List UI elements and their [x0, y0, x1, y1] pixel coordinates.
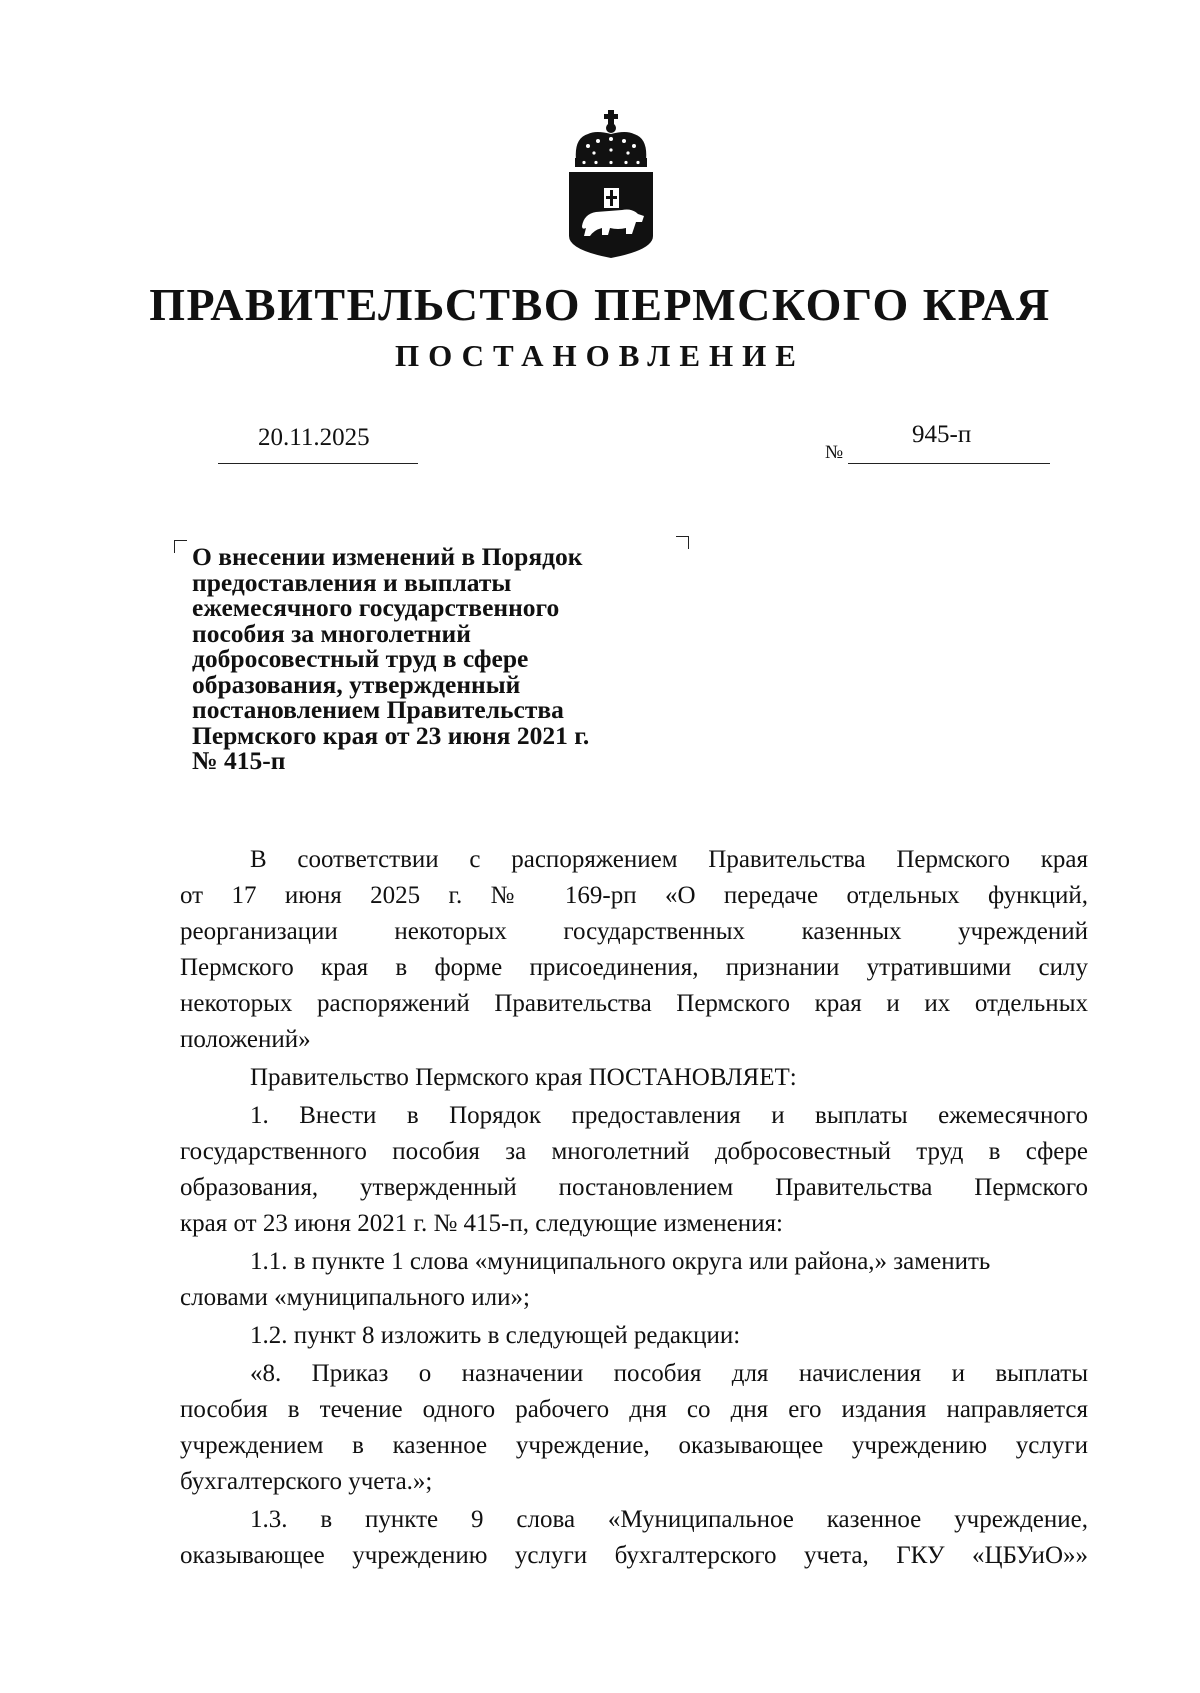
body-line: края от 23 июня 2021 г. № 415-п, следующие изменения: — [180, 1210, 783, 1237]
number-underline — [848, 463, 1050, 464]
date-underline — [218, 463, 418, 464]
subject-line: пособия за многолетний — [192, 618, 471, 648]
body-line: положений» — [180, 1026, 311, 1053]
document-type-heading: ПОСТАНОВЛЕНИЕ — [395, 338, 805, 373]
body-line: словами «муниципального или»; — [180, 1284, 530, 1311]
government-title: ПРАВИТЕЛЬСТВО ПЕРМСКОГО КРАЯ — [149, 279, 1051, 330]
subject-line: образования, утвержденный — [192, 669, 521, 699]
subject-corner-left — [174, 540, 187, 553]
body-line: образования, утвержденный постановлением Правительства Пермского — [180, 1174, 1088, 1201]
body-line: оказывающее учреждению услуги бухгалтерского учета, ГКУ «ЦБУиО»» — [180, 1542, 1088, 1569]
document-subject — [192, 544, 672, 774]
body-line: реорганизации некоторых государственных казенных учреждений — [180, 918, 1088, 945]
body-line: 1.1. в пункте 1 слова «муниципального округа или района,» заменить — [250, 1248, 991, 1275]
body-line: учреждением в казенное учреждение, оказывающее учреждению услуги — [180, 1432, 1088, 1459]
subject-line: О внесении изменений в Порядок — [192, 542, 583, 571]
body-line: 1.2. пункт 8 изложить в следующей редакции: — [250, 1322, 741, 1349]
body-line: 1. Внести в Порядок предоставления и выплаты ежемесячного — [250, 1102, 1088, 1129]
subject-line: постановлением Правительства — [192, 695, 564, 724]
body-line: 1.3. в пункте 9 слова «Муниципальное казенное учреждение, — [250, 1506, 1088, 1533]
body-line: Пермского края в форме присоединения, признании утратившими силу — [180, 954, 1088, 981]
subject-line: ежемесячного государственного — [192, 593, 560, 622]
number-field — [825, 421, 1050, 465]
body-line: пособия в течение одного рабочего дня со дня его издания направляется — [180, 1396, 1088, 1423]
coat-of-arms-icon — [566, 108, 656, 260]
date-field — [218, 424, 418, 464]
number-sign: № — [825, 442, 844, 463]
body-line: от 17 июня 2025 г. № 169-рп «О передаче отдельных функций, — [180, 882, 1088, 909]
body-line: государственного пособия за многолетний добросовестный труд в сфере — [180, 1138, 1088, 1165]
body-line: Правительство Пермского края ПОСТАНОВЛЯЕТ: — [250, 1064, 797, 1091]
document-date: 20.11.2025 — [258, 424, 370, 451]
body-line: «8. Приказ о назначении пособия для начисления и выплаты — [250, 1360, 1088, 1387]
subject-line: предоставления и выплаты — [192, 567, 512, 597]
body-line: некоторых распоряжений Правительства Пермского края и их отдельных — [180, 990, 1088, 1017]
subject-line: добросовестный труд в сфере — [192, 644, 529, 673]
subject-corner-right — [676, 536, 689, 549]
document-number: 945-п — [912, 421, 972, 448]
body-line: В соответствии с распоряжением Правительства Пермского края — [250, 846, 1088, 873]
body-line: бухгалтерского учета.»; — [180, 1468, 433, 1495]
subject-line: № 415-п — [192, 746, 286, 775]
subject-line: Пермского края от 23 июня 2021 г. — [192, 720, 590, 750]
